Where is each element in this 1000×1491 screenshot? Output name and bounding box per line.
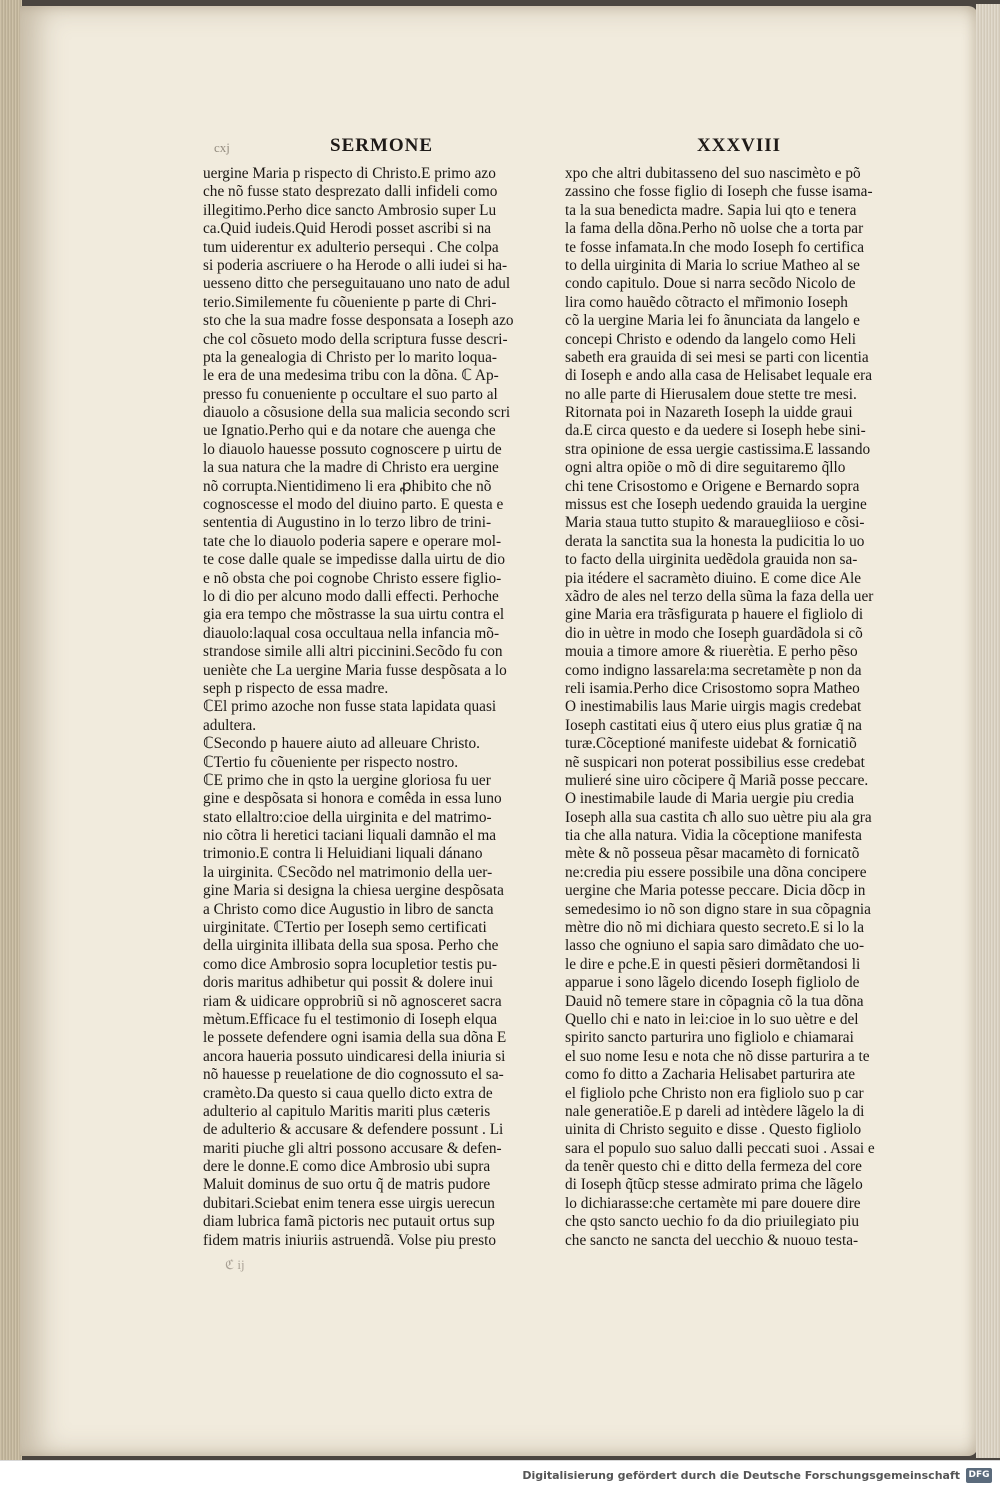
text-line: sabeth era grauida di sei mesi se parti con licentia [565,348,869,366]
running-header-left: SERMONE [330,135,434,156]
footer-credit: Digitalisierung gefördert durch die Deutsche Forschungsgemeinschaft [522,1469,960,1482]
text-line: uergine che Maria potesse peccare. Dicia dõcp in [565,882,866,900]
text-line: ℂSecondo p hauere aiuto ad alleuare Christo. [203,735,481,753]
text-line: semedesimo io nõ son digno stare in sua cõpagnia [565,900,871,918]
text-line: gine Maria era trãsfigurata p hauere el figliolo di [565,606,864,624]
text-line: Maria staua tutto stupito & marauegliioso e cõsi- [565,514,865,532]
text-line: ℂEl primo azoche non fusse stata lapidata quasi [203,698,497,716]
text-line: lira como hauẽdo cõtracto el mr̃imonio Ioseph [565,293,848,311]
text-line: tum uiderentur ex adulterio persequi . Che colpa [203,238,499,256]
text-line: diauolo a cõsusione della sua malicia secondo scri [203,404,511,422]
text-line: gine e despõsata si honora e comêda in essa luno [203,790,502,808]
text-line: di Ioseph e ando alla casa de Helisabet lequale era [565,367,873,385]
text-line: ueniète che La uergine Maria fusse despõsata a lo [203,661,507,679]
text-line: cramèto.Da questo si caua quello dicto extra de [203,1084,493,1102]
text-line: presso fu conueniente p occultare el suo parto al [203,385,498,403]
dfg-logo-icon: DFG [966,1468,992,1483]
text-line: nale generatiõe.E p dareli ad intèdere lãgelo la di [565,1102,865,1120]
text-line: apparue i sono lãgelo dicendo Ioseph figliolo de [565,974,860,992]
text-line: turæ.Cõceptioné manifeste uidebat & fornicatiõ [565,735,857,753]
text-line: lo di dio per alcuno modo dalli effecti. Perhoche [203,587,499,605]
text-line: ca.Quid iudeis.Quid Herodi posset ascribi si na [203,220,492,238]
text-line: trimonio.E contra li Heluidiani liquali dánano [203,845,483,863]
text-line: fidem matris iniuriis astruendã. Volse piu presto [203,1231,497,1249]
text-line: te cose dalle quale se impedisse dalla uirtu de dio [203,551,506,569]
text-line: le dire e pche.E in questi pẽsieri dormẽtandosi li [565,955,861,973]
text-line: ne:credia piu essere possibile una dõna concipere [565,863,867,881]
text-line: sententia di Augustino in lo terzo libro de trini- [203,514,492,532]
text-line: adulterio al capitulo Maritis mariti plus cæteris [203,1102,491,1120]
text-line: Quello chi e nato in lei:cioe in lo suo uètre e del [565,1010,859,1028]
running-header-right: XXXVIII [697,135,782,156]
text-line: de adulterio & accusare & defendere possunt . Li [203,1121,504,1139]
text-line: como fo ditto a Zacharia Helisabet parturira ate [565,1066,856,1084]
text-line: pia itédere el sacramèto diuino. E come dice Ale [565,569,862,587]
text-line: como dice Ambrosio sopra locupletior testis pu- [203,955,497,973]
text-line: dio in uètre in modo che Ioseph guardãdola si cõ [565,624,863,642]
text-line: uirginitate. ℂTertio per Ioseph semo certificati [203,919,487,937]
text-line: lo dichiarasse:che certamète mi pare douere dire [565,1194,861,1212]
text-line: terio.Similemente fu cõueniente p parte di Chri- [203,293,497,311]
text-line: el figliolo pche Christo non era figliolo suo p car [565,1084,864,1102]
text-line: derata la sanctita sua la honesta la pudicitia lo uo [565,532,865,550]
text-line: la sua natura che la madre di Christo era uergine [203,459,499,477]
text-line: ancora haueria possuto uindicaresi della iniuria si [203,1047,506,1065]
text-line: gia era tempo che mõstrasse la sua uirtu contra el [203,606,505,624]
text-line: gine Maria si designa la chiesa uergine despõsata [203,882,504,900]
text-line: pta la genealogia di Christo per lo marito loqua- [203,348,497,366]
text-line: Ioseph castitati eius q̃ utero eius plus gratiæ q̃ na [565,716,862,734]
text-line: si poderia ascriuere o ha Herode o alli iudei si ha- [203,256,508,274]
text-line: che col cõsueto modo della scriptura fusse descri- [203,330,508,348]
text-line: cognoscesse el modo del diuino parto. E questa e [203,496,504,514]
book-page-edges-left [0,0,22,1460]
text-line: lo diauolo hauesse possuto cognoscere p uirtu de [203,440,502,458]
text-line: da.E circa questo e da uedere si Ioseph hebe sini- [565,422,866,440]
text-line: mulieré sine uiro cõcipere q̃ Mariã posse peccare. [565,771,869,789]
footer-bar [0,1460,1000,1491]
text-line: cõ la uergine Maria lei fo ãnunciata da langelo e [565,312,860,330]
text-line: lasso che ogniuno el sapia saro dimãdato che uo- [565,937,865,955]
text-line: uessenο ditto che perseguitauano uno nato de adul [203,275,511,293]
text-line: dere le donne.E como dice Ambrosio ubi supra [203,1158,491,1176]
text-line: mète & nõ posseua pẽsar macamèto di fornicatõ [565,845,860,863]
book-page-edges-right [976,4,1000,1458]
text-line: mètre dio nõ mi dichiara questo secreto.E si lo la [565,919,865,937]
text-line: nõ hauesse p reuelatione de dio cognossuto el sa- [203,1066,504,1084]
text-line: nẽ suspicari non poterat possibilius esse credebat [565,753,865,771]
text-line: da tenẽr questo chi e ditto della fermeza del core [565,1158,862,1176]
text-line: le possete defendere ogni isamia della sua dõna E [203,1029,507,1047]
text-line: Dauid nõ temere stare in cõpagnia cõ la tua dõna [565,992,864,1010]
text-line: che qsto sancto uechio fo da dio priuilegiato piu [565,1213,859,1231]
text-line: strandose simile alli altri piccinini.Secõdo fu con [203,643,503,661]
text-line: ue Ignatio.Perho qui e da notare che auenga che [203,422,496,440]
text-line: sara el populo suo saluo dalli peccati suoi . Assai e [565,1139,875,1157]
text-line: to della uirginita di Maria lo scriue Matheo al se [565,256,860,274]
text-line: mariti piuche gli altri possono accusare & defen- [203,1139,502,1157]
text-line: xpo che altri dubitasseno del suo nascimèto e põ [565,165,861,182]
text-line: ogni altra opiõe o mõ di dire seguitaremo q̃llo [565,459,846,477]
text-line: condo capitulo. Doue si narra secõdo Nicolo de [565,275,856,293]
text-line: seph p rispecto de essa madre. [203,679,389,697]
text-line: doris maritus adhibetur qui possit & dolere inui [203,974,494,992]
text-line: no alle parte di Hierusalem doue stette tre mesi. [565,385,857,403]
text-line: nio cõtra li heretici taciani liquali damnão el ma [203,827,497,845]
text-line: mouia a timore amore & riuerètia. E perho pẽso [565,643,858,661]
text-line: ℂTertio fu cõueniente per rispecto nostro. [203,753,459,771]
text-line: tate che lo diauolo poderia sapere e operare mol- [203,532,502,550]
text-line: missus est che Ioseph uedendo grauida la uergine [565,496,867,514]
text-line: stato ellaltro:cioe della uirginita e del matrimo- [203,808,492,826]
text-line: che nõ fusse stato desprezato dalli infideli como [203,183,498,201]
text-line: diauolo:laqual cosa occultaua nella infancia mõ- [203,624,500,642]
text-line: e nõ obsta che poi cognobe Christo essere figlio- [203,569,502,587]
text-line: le era de una medesima tribu con la dõna. ℂ Ap- [203,367,499,385]
page-signature: ℭ ij [225,1257,245,1272]
text-line: te fosse infamata.In che modo Ioseph fo certifica [565,238,865,256]
text-line: Ioseph alla sua castita cħ allo suo uètre piu ala gra [565,808,872,826]
text-line: O inestimabilis laus Marie uirgis magis credebat [565,698,862,716]
text-line: a Christo como dice Augustio in libro de sancta [203,900,494,918]
text-line: diam lubrica famã pictoris nec putauit ortus sup [203,1213,495,1231]
text-line: Maluit dominus de suo ortu q̃ de matris pudore [203,1176,491,1194]
text-line: Ritornata poi in Nazareth Ioseph la uidde graui [565,404,853,422]
text-line: tia che alla natura. Vidia la cõceptione manifesta [565,827,862,845]
text-line: como indigno lassarela:ma secretamète p non da [565,661,862,679]
text-line: O inestimabile laude di Maria uergie piu credia [565,790,854,808]
text-line: xãdro de ales nel terzo della sũma la faza della uer [565,587,874,605]
text-line: illegitimo.Perho dice sancto Ambrosio super Lu [203,201,497,219]
text-column-left [203,165,543,1250]
text-line: che sancto ne sancta del uecchio & nuouo testa- [565,1231,859,1249]
text-line: sto che la sua madre fosse desponsata a Ioseph azo [203,312,514,330]
text-line: zassino che fosse figlio di Ioseph che fusse isama- [565,183,873,201]
text-line: to facto della uirginita uedẽdola grauida non sa- [565,551,858,569]
text-line: la fama della dõna.Perho nõ uolse che a torta par [565,220,864,238]
text-line: stra opinione de essa uergie castissima.E lassando [565,440,871,458]
text-line: ta la sua benedicta madre. Sapia lui qto e tenera [565,201,857,219]
text-line: di Ioseph q̃tũcp stesse admirato prima che lãgelo [565,1176,863,1194]
text-line: nõ corrupta.Nientidimeno li era ꝓhibito che nõ [203,477,492,495]
text-line: ℂE primo che in qsto la uergine gloriosa fu uer [203,771,491,789]
text-line: spirito sancto parturira uno figliolo e chiamarai [565,1029,854,1047]
text-line: reli isamia.Perho dice Crisostomo sopra Matheo [565,679,860,697]
text-line: el suo nome Iesu e nota che nõ disse parturira a te [565,1047,870,1065]
text-line: adultera. [203,716,257,734]
text-line: chi tene Crisostomo e Origene e Bernardo sopra [565,477,860,495]
header-folio-mark: cxj [214,140,230,155]
text-line: concepi Christo e odendo da langelo como Heli [565,330,856,348]
text-column-right [565,165,911,1250]
text-line: uinita di Christo seguito e disse . Questo figliolo [565,1121,862,1139]
text-line: riam & uidicare opprobriũ si nõ agnosceret sacra [203,992,502,1010]
text-line: uergine Maria p rispecto di Christo.E primo azo [203,165,496,182]
text-line: la uirginita. ℂSecõdo nel matrimonio della uer- [203,863,493,881]
text-line: dubitari.Sciebat enim tenera esse uirgis uerecun [203,1194,495,1212]
text-line: mètum.Efficace fu el testimonio di Ioseph elqua [203,1010,498,1028]
text-line: della uirginita illibata della sua sposa. Perho che [203,937,499,955]
